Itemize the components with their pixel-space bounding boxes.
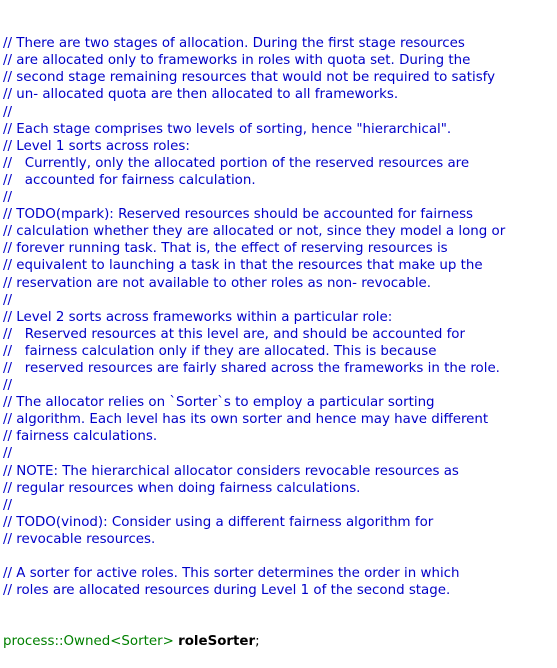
comment-line: // un- allocated quota are then allocated to all frameworks. [3,87,399,103]
comment-line: // [3,446,13,462]
comment-line: // reserved resources are fairly shared across the frameworks in the role. [3,360,500,376]
comment-line: // Level 1 sorts across roles: [3,138,190,154]
comment-line: // TODO(mpark): Reserved resources should be accounted for fairness [3,207,474,223]
comment-line: // Currently, only the allocated portion of the reserved resources are [3,155,470,171]
comment-line: // There are two stages of allocation. During the first stage resources [3,36,465,52]
code-editor[interactable] [3,1,555,668]
comment-line: // NOTE: The hierarchical allocator considers revocable resources as [3,463,459,479]
comment-line: // [3,104,13,120]
type-token: process::Owned<Sorter> [3,634,174,650]
comment-line: // fairness calculation only if they are allocated. This is because [3,343,437,359]
comment-line: // The allocator relies on `Sorter`s to employ a particular sorting [3,395,435,411]
comment-line: // are allocated only to frameworks in roles with quota set. During the [3,53,471,69]
identifier-token: roleSorter [178,634,256,650]
comment-line: // reservation are not available to other roles as non- revocable. [3,275,432,291]
comment-line: // calculation whether they are allocated or not, since they model a long or [3,224,506,240]
blank-line [3,548,555,565]
statement-terminator: ; [255,634,260,650]
comment-line: // Reserved resources at this level are, and should be accounted for [3,326,466,342]
comment-line: // equivalent to launching a task in that the resources that make up the [3,258,483,274]
comment-line: // roles are allocated resources during Level 1 of the second stage. [3,583,451,599]
comment-line: // accounted for fairness calculation. [3,172,256,188]
comment-line: // fairness calculations. [3,429,158,445]
comment-line: // [3,190,13,206]
comment-line: // second stage remaining resources that would not be required to satisfy [3,70,496,86]
comment-line: // Level 2 sorts across frameworks within a particular role: [3,309,393,325]
comment-line: // TODO(vinod): Consider using a different fairness algorithm for [3,514,434,530]
comment-line: // regular resources when doing fairness calculations. [3,480,361,496]
comment-line: // revocable resources. [3,531,156,547]
code-line-declaration [3,633,555,650]
comment-line: // forever running task. That is, the effect of reserving resources is [3,241,448,257]
comment-line: // Each stage comprises two levels of sorting, hence "hierarchical". [3,121,452,137]
comment-line: // [3,378,13,394]
comment-block [3,35,555,599]
comment-line: // A sorter for active roles. This sorter determines the order in which [3,566,460,582]
comment-line: // algorithm. Each level has its own sorter and hence may have different [3,412,489,428]
comment-line: // [3,292,13,308]
comment-line: // [3,497,13,513]
